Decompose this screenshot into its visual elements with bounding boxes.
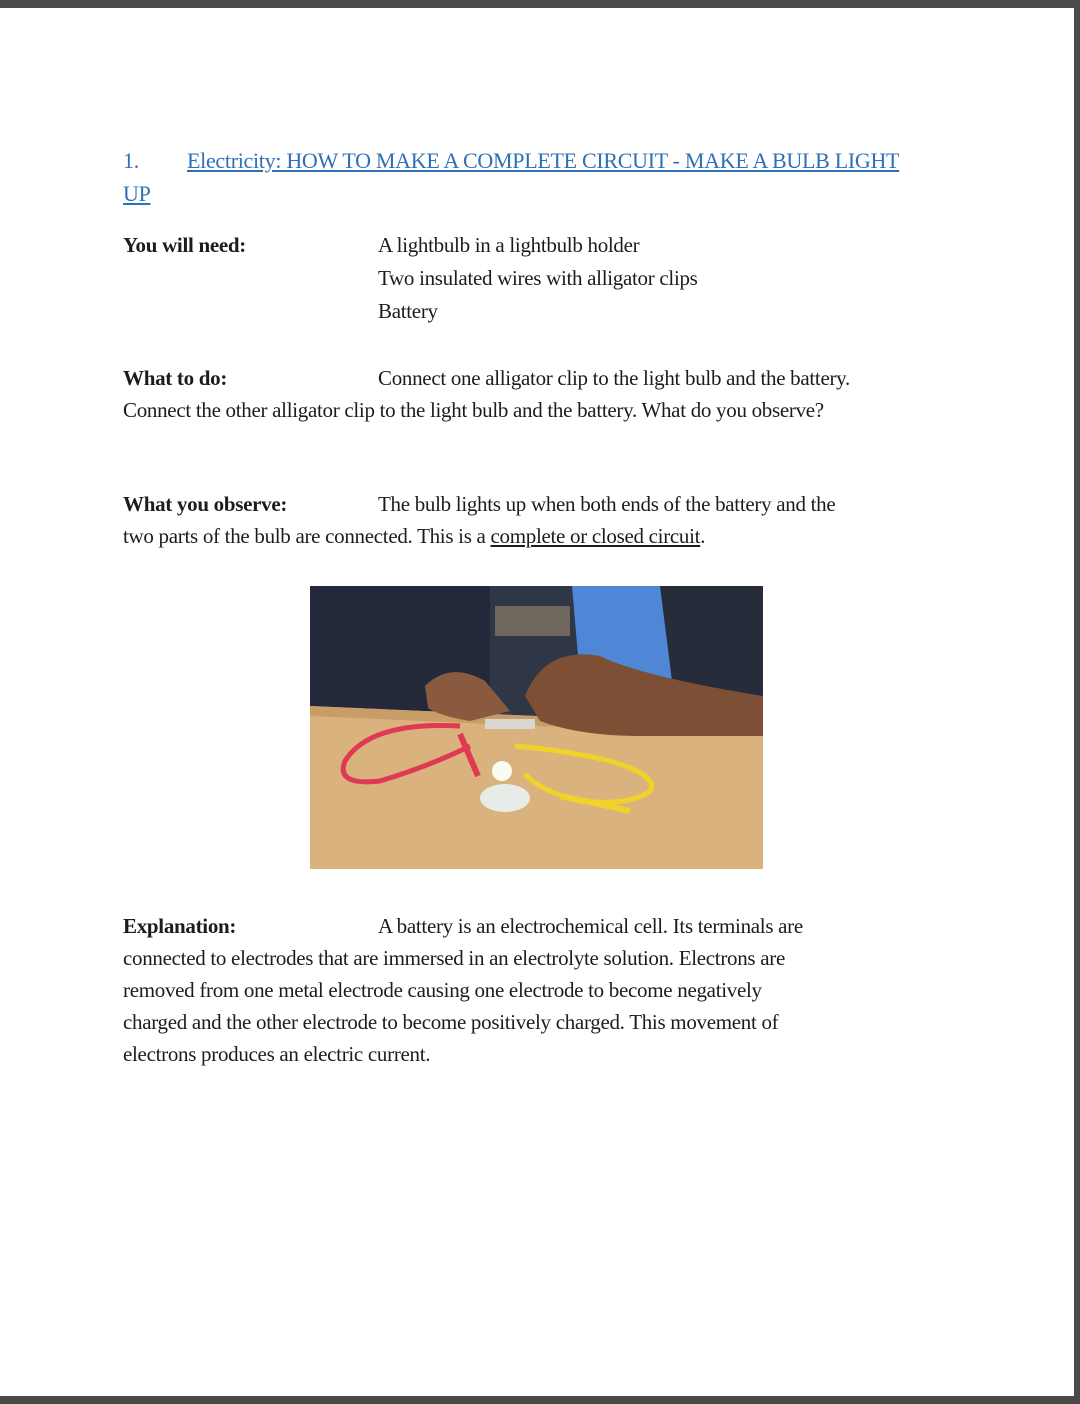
what-to-do-first-line: Connect one alligator clip to the light bulb and the battery. <box>378 366 850 390</box>
lightbulb <box>492 761 512 781</box>
circuit-photo <box>310 586 763 869</box>
heading-number: 1. <box>123 148 139 173</box>
material-item: Two insulated wires with alligator clips <box>378 266 698 290</box>
you-will-need-label: You will need: <box>123 233 246 257</box>
materials-list <box>378 229 698 328</box>
material-item: Battery <box>378 299 438 323</box>
observe-text <box>123 520 953 552</box>
explanation-line: charged and the other electrode to become positively charged. This movement of <box>123 1010 779 1034</box>
explanation-label: Explanation: <box>123 914 237 938</box>
section-heading[interactable] <box>123 144 923 210</box>
observe-text-b: . <box>700 524 706 548</box>
battery <box>485 719 535 729</box>
what-you-observe-section <box>123 488 953 552</box>
explanation-first-line: A battery is an electrochemical cell. Its terminals are <box>378 914 803 938</box>
explanation-line: removed from one metal electrode causing one electrode to become negatively <box>123 978 762 1002</box>
document-page <box>0 8 1074 1396</box>
explanation-line: connected to electrodes that are immersed in an electrolyte solution. Electrons are <box>123 946 785 970</box>
you-will-need-section <box>123 229 953 329</box>
what-to-do-text: Connect the other alligator clip to the light bulb and the battery. What do you observe? <box>123 398 824 422</box>
observe-text-a: two parts of the bulb are connected. This is a <box>123 524 491 548</box>
material-item: A lightbulb in a lightbulb holder <box>378 233 640 257</box>
explanation-section <box>123 910 953 1070</box>
bulb-holder <box>480 784 530 812</box>
explanation-line: electrons produces an electric current. <box>123 1042 431 1066</box>
closed-circuit-term: complete or closed circuit <box>490 524 701 548</box>
observe-first-line: The bulb lights up when both ends of the battery and the <box>378 492 836 516</box>
heading-text: Electricity: HOW TO MAKE A COMPLETE CIRCUIT - MAKE A BULB LIGHT UP <box>123 148 900 206</box>
what-you-observe-label: What you observe: <box>123 492 288 516</box>
what-to-do-section <box>123 362 953 426</box>
what-to-do-label: What to do: <box>123 366 228 390</box>
circuit-photo-illustration <box>310 586 763 869</box>
